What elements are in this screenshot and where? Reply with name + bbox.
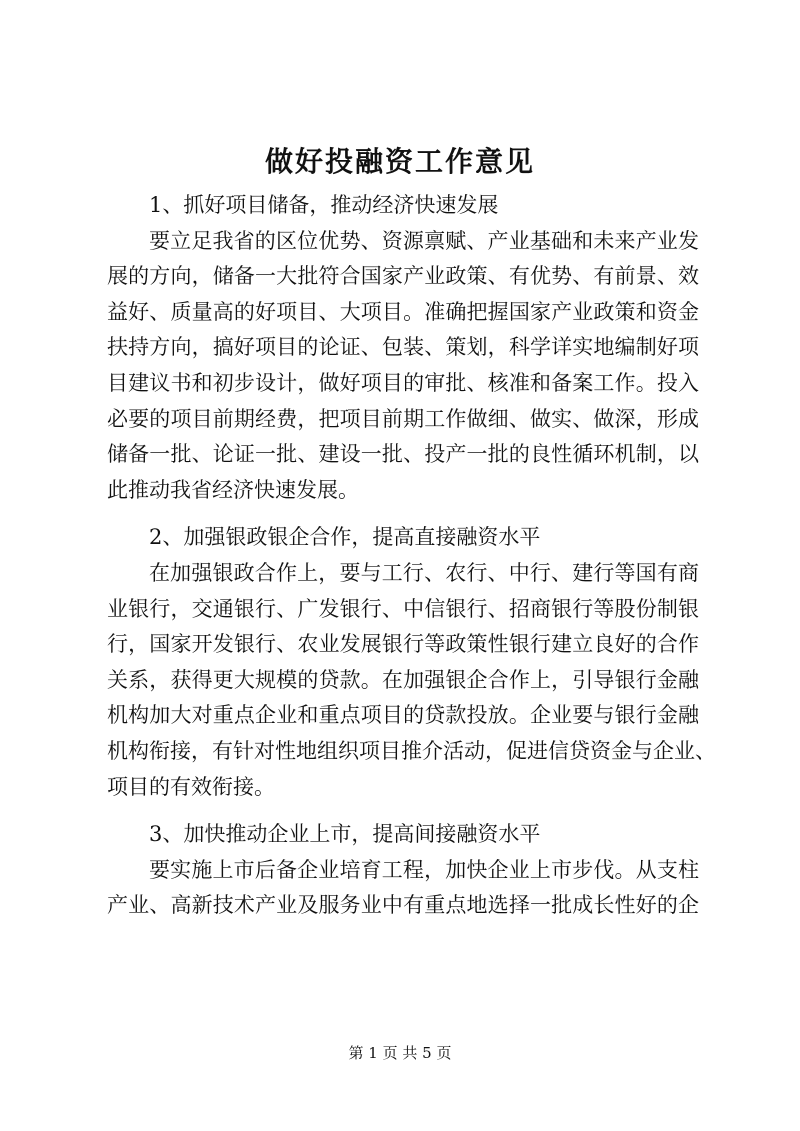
paragraph-line: 必要的项目前期经费，把项目前期工作做细、做实、做深，形成 [107,406,699,431]
section-gap [107,805,699,817]
document-body [107,188,716,924]
section-2 [107,520,716,805]
paragraph-line: 行，国家开发银行、农业发展银行等政策性银行建立良好的合作 [107,632,699,657]
section-1 [107,188,699,508]
paragraph-line: 展的方向，储备一大批符合国家产业政策、有优势、有前景、效 [107,264,699,289]
section-heading: 3、加快推动企业上市，提高间接融资水平 [149,822,541,847]
paragraph-line: 目建议书和初步设计，做好项目的审批、核准和备案工作。投入 [107,370,699,395]
paragraph-line: 储备一批、论证一批、建设一批、投产一批的良性循环机制，以 [107,442,699,467]
paragraph-line: 机构衔接，有针对性地组织项目推介活动，促进信贷资金与企业、 [107,738,716,763]
paragraph-line: 此推动我省经济快速发展。 [107,477,359,502]
paragraph-line: 项目的有效衔接。 [107,774,275,799]
paragraph-line: 扶持方向，搞好项目的论证、包装、策划，科学详实地编制好项 [107,335,699,360]
paragraph-line: 机构加大对重点企业和重点项目的贷款投放。企业要与银行金融 [107,703,699,728]
paragraph-line: 业银行，交通银行、广发银行、中信银行、招商银行等股份制银 [107,596,699,621]
paragraph-line: 在加强银政合作上，要与工行、农行、中行、建行等国有商 [149,560,699,585]
section-heading: 1、抓好项目储备，推动经济快速发展 [149,193,499,217]
section-heading: 2、加强银政银企合作，提高直接融资水平 [149,525,541,550]
paragraph-line: 要立足我省的区位优势、资源禀赋、产业基础和未来产业发 [149,228,699,253]
paragraph-line: 要实施上市后备企业培育工程，加快企业上市步伐。从支柱 [149,857,699,882]
document-title: 做好投融资工作意见 [264,145,535,178]
paragraph-line: 关系，获得更大规模的贷款。在加强银企合作上，引导银行金融 [107,667,699,692]
section-3 [107,817,699,924]
section-gap [107,508,699,520]
paragraph-line: 产业、高新技术产业及服务业中有重点地选择一批成长性好的企 [107,893,699,918]
paragraph-line: 益好、质量高的好项目、大项目。准确把握国家产业政策和资金 [107,299,699,324]
page-footer: 第 1 页 共 5 页 [348,1044,452,1062]
